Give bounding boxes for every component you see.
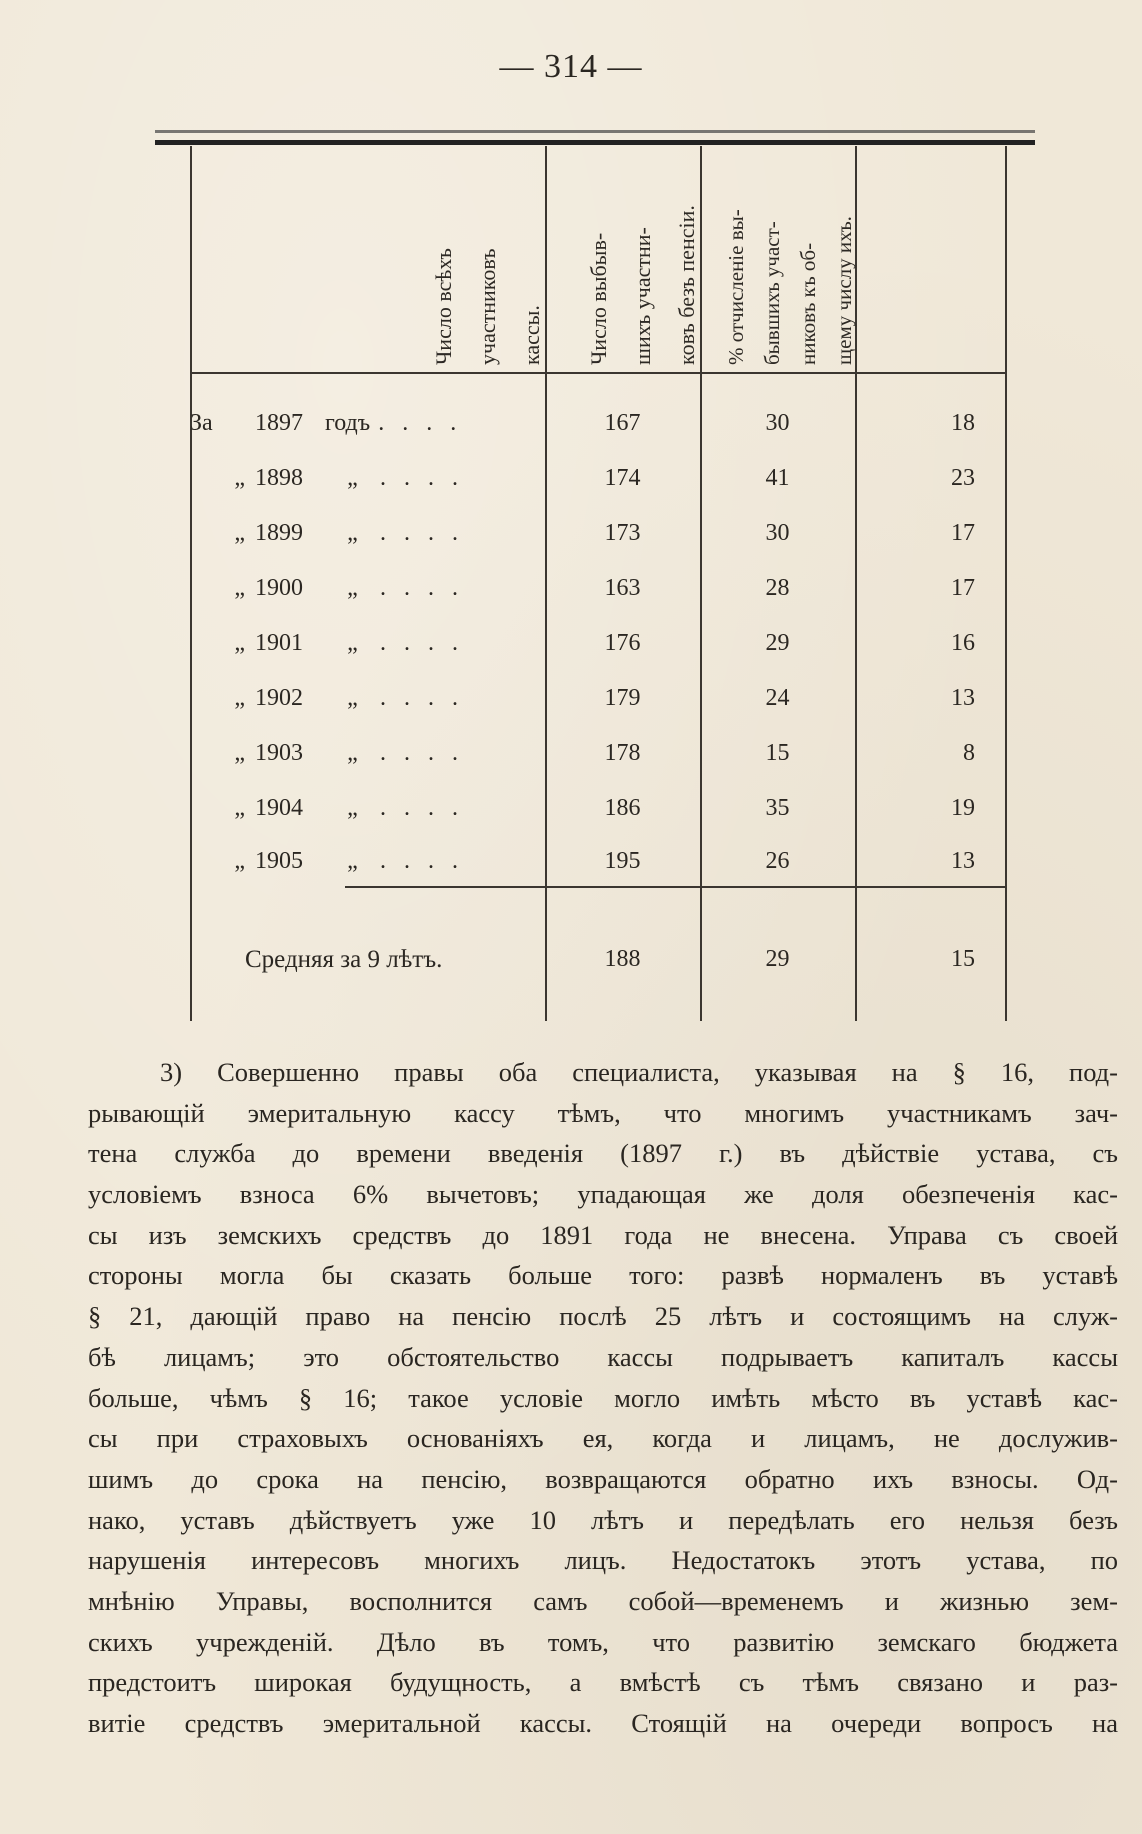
cell-total: 167 — [604, 410, 641, 436]
paragraph-line: рывающій эмеритальную кассу тѣмъ, что многимъ участникамъ зач- — [88, 1097, 1118, 1128]
top-rule-thin — [155, 130, 1035, 133]
cell-dropped: 30 — [765, 520, 790, 546]
cell-total: 173 — [604, 520, 641, 546]
table-row — [190, 451, 1007, 506]
header-line: шихъ участни- — [630, 227, 655, 365]
cell-percent: 16 — [951, 630, 975, 656]
table-row — [190, 506, 1007, 561]
cell-total: 179 — [604, 685, 641, 711]
average-total: 188 — [604, 946, 641, 972]
row-label: „ 1904 „ . . . . — [234, 795, 464, 821]
paragraph-line: скихъ учрежденій. Дѣло въ томъ, что развитію земскаго бюджета — [88, 1626, 1118, 1657]
body-paragraph — [88, 1052, 1118, 1744]
paragraph-line: больше, чѣмъ § 16; такое условіе могло имѣть мѣсто въ уставѣ кас- — [88, 1382, 1118, 1413]
paragraph-line: стороны могла бы сказать больше того: развѣ нормаленъ въ уставѣ — [88, 1260, 1118, 1291]
cell-percent: 23 — [951, 465, 975, 491]
cell-dropped: 24 — [765, 685, 790, 711]
header-rule — [190, 372, 1007, 374]
row-label: „ 1901 „ . . . . — [234, 630, 464, 656]
average-percent: 15 — [951, 946, 975, 972]
cell-total: 178 — [604, 740, 641, 766]
cell-percent: 17 — [951, 575, 975, 601]
paragraph-line: нако, уставъ дѣйствуетъ уже 10 лѣтъ и передѣлать его нельзя безъ — [88, 1504, 1118, 1535]
paragraph-line: мнѣнію Управы, восполнится самъ собой—временемъ и жизнью зем- — [88, 1585, 1118, 1616]
cell-dropped: 15 — [765, 740, 790, 766]
row-label: За 1897 годъ . . . . — [190, 410, 463, 436]
row-label: „ 1898 „ . . . . — [234, 465, 464, 491]
cell-total: 163 — [604, 575, 641, 601]
average-label: Средняя за 9 лѣтъ. — [245, 946, 443, 973]
header-line: никовъ къ об- — [796, 242, 820, 365]
header-line: ковъ безъ пенсіи. — [674, 205, 699, 365]
header-line: Число всѣхъ — [431, 248, 456, 365]
paragraph-line: условіемъ взноса 6% вычетовъ; упадающая же доля обезпеченія кас- — [88, 1179, 1118, 1210]
paragraph-line: нарушенія интересовъ многихъ лицъ. Недостатокъ этотъ устава, по — [88, 1545, 1118, 1576]
average-dropped: 29 — [765, 946, 790, 972]
table-row — [190, 781, 1007, 836]
paragraph-line: § 21, дающій право на пенсію послѣ 25 лѣтъ и состоящимъ на служ- — [88, 1301, 1118, 1332]
table-row — [190, 561, 1007, 616]
paragraph-line: 3) Совершенно правы оба специалиста, указывая на § 16, под- — [160, 1057, 1118, 1087]
paragraph-line: витіе средствъ эмеритальной кассы. Стоящій на очереди вопросъ на — [88, 1708, 1118, 1738]
header-dropout-percent — [724, 146, 1005, 371]
cell-dropped: 30 — [765, 410, 790, 436]
table-row — [190, 396, 1007, 451]
table-row — [190, 616, 1007, 671]
row-label: „ 1900 „ . . . . — [234, 575, 464, 601]
header-line: бывшихъ участ- — [760, 221, 784, 365]
row-label: „ 1899 „ . . . . — [234, 520, 464, 546]
row-label: „ 1903 „ . . . . — [234, 740, 464, 766]
header-line: щему числу ихъ. — [832, 216, 856, 365]
cell-percent: 8 — [963, 740, 975, 766]
cell-total: 186 — [604, 795, 641, 821]
cell-dropped: 41 — [765, 465, 790, 491]
cell-total: 176 — [604, 630, 641, 656]
paragraph-line: предстоитъ широкая будущность, а вмѣстѣ съ тѣмъ связано и раз- — [88, 1667, 1118, 1698]
row-label: „ 1902 „ . . . . — [234, 685, 464, 711]
header-line: участниковъ — [475, 248, 500, 365]
paragraph-line: тена служба до времени введенія (1897 г.) въ дѣйствіе устава, съ — [88, 1138, 1118, 1169]
cell-percent: 17 — [951, 520, 975, 546]
table-average-row — [190, 932, 1007, 987]
table-row — [190, 834, 1007, 889]
cell-percent: 13 — [951, 685, 975, 711]
cell-dropped: 26 — [765, 848, 790, 874]
table-row — [190, 671, 1007, 726]
row-label: „ 1905 „ . . . . — [234, 848, 464, 874]
cell-total: 174 — [604, 465, 641, 491]
cell-dropped: 29 — [765, 630, 790, 656]
cell-percent: 18 — [951, 410, 975, 436]
statistics-table — [190, 146, 1007, 1021]
header-line: Число выбыв- — [586, 232, 611, 365]
cell-total: 195 — [604, 848, 641, 874]
header-line: % отчисленіе вы- — [724, 209, 748, 365]
header-line: кассы. — [519, 305, 544, 365]
cell-dropped: 35 — [765, 795, 790, 821]
paragraph-line: бѣ лицамъ; это обстоятельство кассы подрываетъ капиталъ кассы — [88, 1341, 1118, 1372]
paragraph-line: сы изъ земскихъ средствъ до 1891 года не внесена. Управа съ своей — [88, 1219, 1118, 1250]
cell-percent: 19 — [951, 795, 975, 821]
page-number: — 314 — — [499, 48, 643, 85]
table-row — [190, 726, 1007, 781]
cell-dropped: 28 — [765, 575, 790, 601]
paragraph-line: сы при страховыхъ основаніяхъ ея, когда и лицамъ, не дослужив- — [88, 1423, 1118, 1454]
paragraph-line: шимъ до срока на пенсію, возвращаются обратно ихъ взносы. Од- — [88, 1463, 1118, 1494]
cell-percent: 13 — [951, 848, 975, 874]
